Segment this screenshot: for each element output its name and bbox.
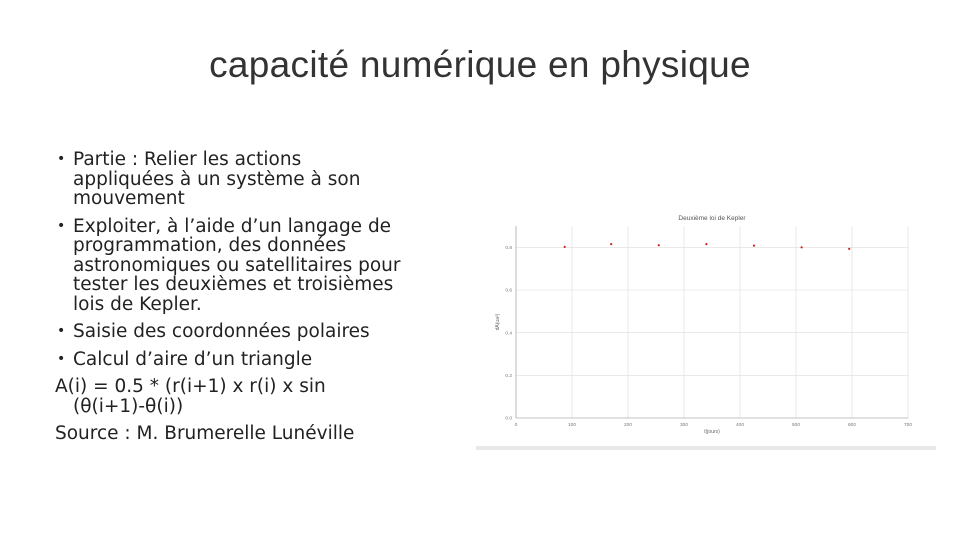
x-tick-label: 700 [903,423,913,428]
bullet-line: lois de Kepler. [73,293,202,315]
bullet-line: tester les deuxièmes et troisièmes [73,274,394,295]
data-point [705,243,707,245]
chart-background [478,212,936,450]
kepler-chart [478,212,936,450]
y-tick-label: 0.4 [505,331,512,337]
bullet-line: • Partie : Relier les actions [73,149,302,170]
bullet-line: • Exploiter, à l’aide d’un langage de [73,215,392,237]
slide-title: capacité numérique en physique [209,44,751,85]
data-point [658,244,660,246]
y-tick-label: 0.6 [505,288,512,294]
x-tick-label: 500 [791,423,801,428]
x-tick-label: 600 [847,423,857,428]
x-tick-label: 400 [735,423,745,428]
chart-y-label: dA(ua²) [495,313,501,331]
data-point [564,246,566,248]
bullet-list [55,150,475,452]
formula-line: (θ(i+1)-θ(i)) [73,395,184,417]
data-point [801,246,803,248]
chart-x-label: t(jours) [704,429,720,435]
bullet-item-saisie [55,322,475,342]
bullet-line: appliquées à un système à son [73,168,361,190]
y-tick-label: 0.2 [505,374,512,380]
formula-text [55,377,475,416]
y-tick-label: 0.0 [505,416,512,422]
x-tick-label: 300 [679,423,689,428]
bullet-item-partie [55,150,475,209]
bullet-line: • Saisie des coordonnées polaires [73,321,370,342]
formula-line: A(i) = 0.5 * (r(i+1) x r(i) x sin [55,376,326,397]
x-tick-label: 200 [623,423,633,428]
bullet-line: • Calcul d’aire d’un triangle [73,348,313,370]
x-tick-label: 0 [514,423,518,428]
bullet-line: astronomiques ou satellitaires pour [73,254,401,276]
x-tick-label: 100 [567,423,577,428]
bullet-line: programmation, des données [73,235,347,256]
bullet-item-calcul [55,350,475,370]
chart-title: Deuxième loi de Kepler [678,215,746,222]
data-point [753,245,755,247]
data-point [848,248,850,250]
chart-bottom-bar [476,446,936,450]
source-text [55,424,475,444]
data-point [610,243,612,245]
bullet-item-exploiter [55,217,475,315]
y-tick-label: 0.8 [505,246,512,252]
source-line: Source : M. Brumerelle Lunéville [55,423,355,444]
bullet-line: mouvement [73,188,185,209]
